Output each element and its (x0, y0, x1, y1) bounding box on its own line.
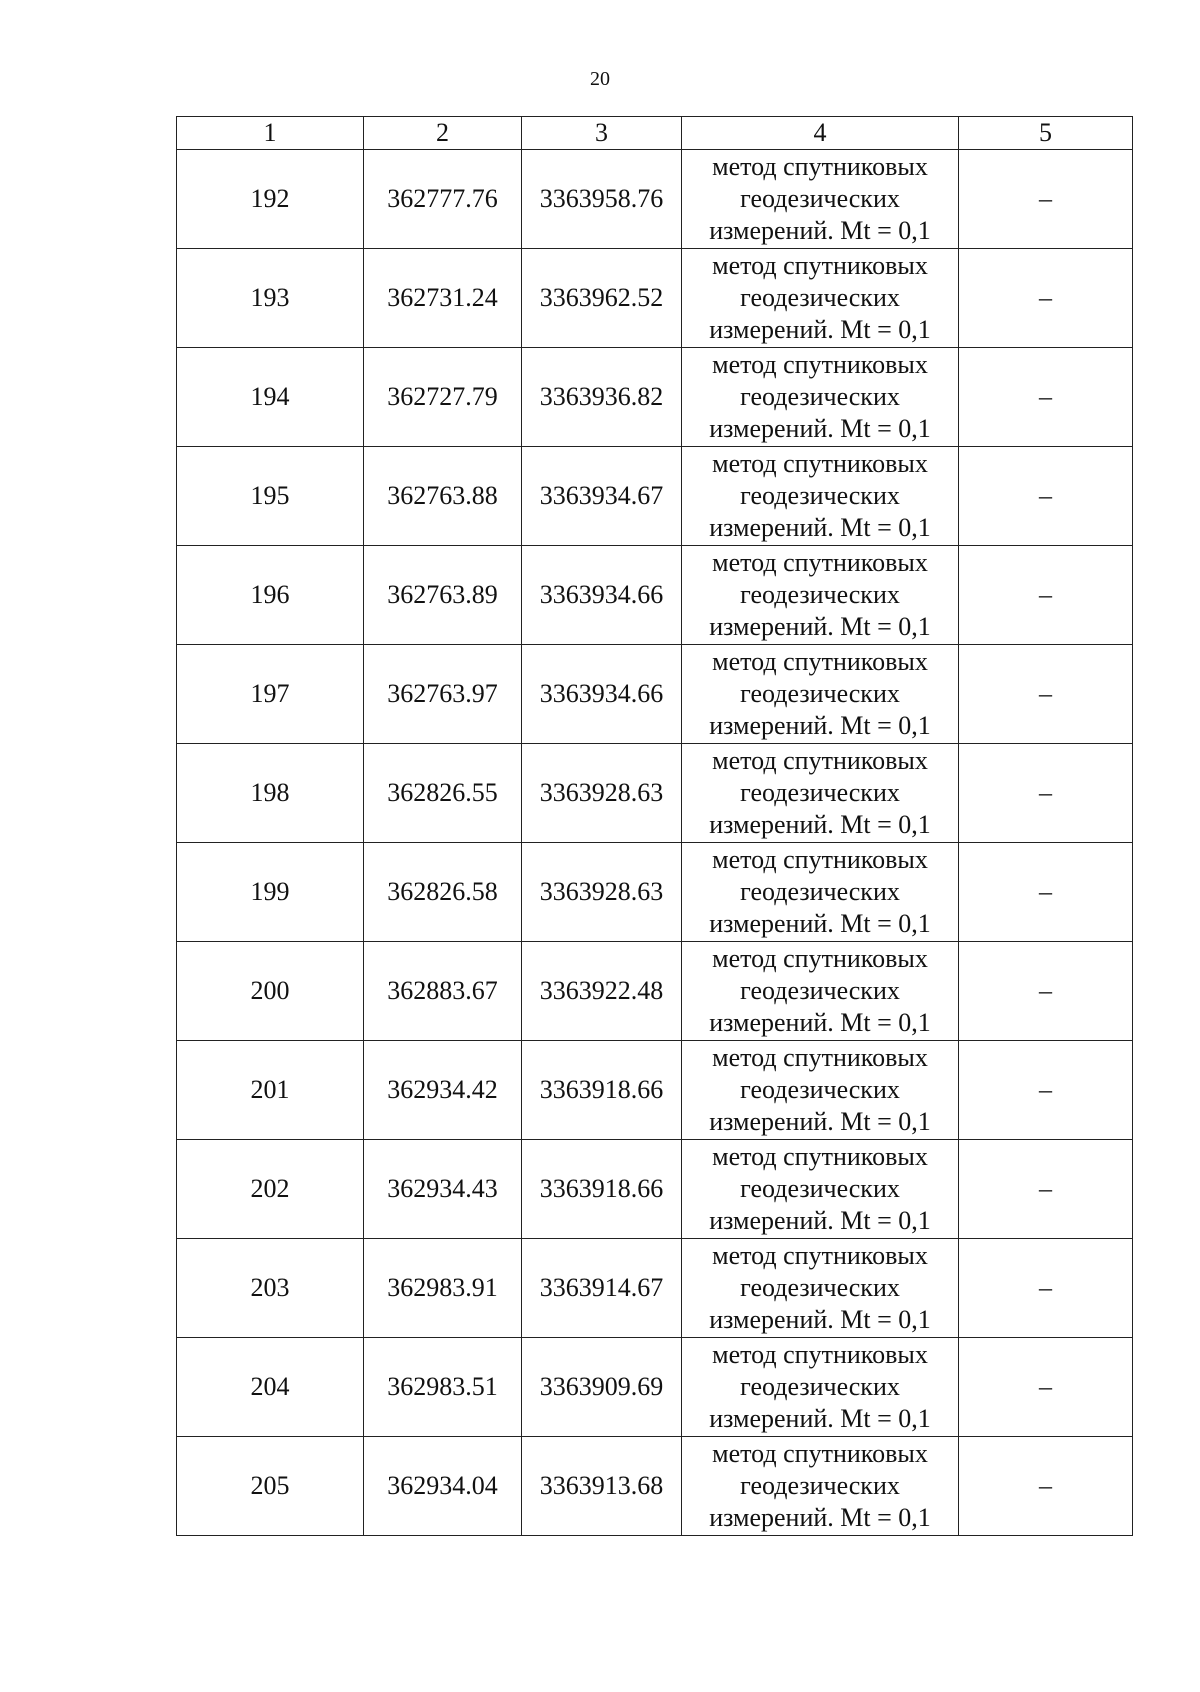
y-coordinate-cell: 3363914.67 (522, 1239, 682, 1338)
method-line: метод спутниковых (712, 1241, 928, 1270)
method-line: геодезических (740, 778, 900, 807)
x-coordinate-cell: 362934.42 (364, 1041, 522, 1140)
x-coordinate-cell: 362763.97 (364, 645, 522, 744)
table-row (177, 447, 1133, 546)
x-coordinate-cell: 362763.89 (364, 546, 522, 645)
note-cell: – (959, 942, 1133, 1041)
table-body (177, 150, 1133, 1536)
method-line: измерений. Mt = 0,1 (709, 513, 931, 542)
table-row (177, 744, 1133, 843)
y-coordinate-cell: 3363928.63 (522, 744, 682, 843)
method-cell (682, 1437, 959, 1536)
x-coordinate-cell: 362777.76 (364, 150, 522, 249)
method-cell (682, 1239, 959, 1338)
table-row (177, 249, 1133, 348)
method-line: измерений. Mt = 0,1 (709, 1305, 931, 1334)
method-line: измерений. Mt = 0,1 (709, 1404, 931, 1433)
method-line: геодезических (740, 976, 900, 1005)
point-number-cell: 201 (177, 1041, 364, 1140)
method-line: геодезических (740, 382, 900, 411)
method-line: измерений. Mt = 0,1 (709, 711, 931, 740)
note-cell: – (959, 1338, 1133, 1437)
point-number-cell: 204 (177, 1338, 364, 1437)
method-cell (682, 150, 959, 249)
x-coordinate-cell: 362934.04 (364, 1437, 522, 1536)
table-header-row (177, 117, 1133, 150)
method-cell (682, 249, 959, 348)
note-cell: – (959, 447, 1133, 546)
y-coordinate-cell: 3363934.66 (522, 645, 682, 744)
table-row (177, 348, 1133, 447)
table-row (177, 150, 1133, 249)
method-line: метод спутниковых (712, 449, 928, 478)
method-cell (682, 348, 959, 447)
method-line: геодезических (740, 1273, 900, 1302)
method-line: геодезических (740, 1174, 900, 1203)
table-row (177, 1338, 1133, 1437)
method-line: геодезических (740, 877, 900, 906)
method-line: метод спутниковых (712, 647, 928, 676)
y-coordinate-cell: 3363962.52 (522, 249, 682, 348)
table-row (177, 1041, 1133, 1140)
point-number-cell: 205 (177, 1437, 364, 1536)
method-line: измерений. Mt = 0,1 (709, 909, 931, 938)
point-number-cell: 203 (177, 1239, 364, 1338)
method-line: метод спутниковых (712, 548, 928, 577)
y-coordinate-cell: 3363913.68 (522, 1437, 682, 1536)
y-coordinate-cell: 3363934.67 (522, 447, 682, 546)
coordinates-table (176, 116, 1133, 1536)
column-header-2: 2 (364, 117, 522, 150)
note-cell: – (959, 645, 1133, 744)
method-cell (682, 843, 959, 942)
note-cell: – (959, 1140, 1133, 1239)
y-coordinate-cell: 3363918.66 (522, 1041, 682, 1140)
note-cell: – (959, 1437, 1133, 1536)
y-coordinate-cell: 3363934.66 (522, 546, 682, 645)
column-header-1: 1 (177, 117, 364, 150)
note-cell: – (959, 744, 1133, 843)
method-cell (682, 1338, 959, 1437)
method-line: геодезических (740, 481, 900, 510)
point-number-cell: 202 (177, 1140, 364, 1239)
note-cell: – (959, 249, 1133, 348)
method-line: геодезических (740, 1075, 900, 1104)
method-line: измерений. Mt = 0,1 (709, 1206, 931, 1235)
x-coordinate-cell: 362727.79 (364, 348, 522, 447)
note-cell: – (959, 150, 1133, 249)
x-coordinate-cell: 362826.55 (364, 744, 522, 843)
x-coordinate-cell: 362983.91 (364, 1239, 522, 1338)
method-line: измерений. Mt = 0,1 (709, 612, 931, 641)
method-line: геодезических (740, 283, 900, 312)
point-number-cell: 193 (177, 249, 364, 348)
y-coordinate-cell: 3363958.76 (522, 150, 682, 249)
x-coordinate-cell: 362763.88 (364, 447, 522, 546)
note-cell: – (959, 1041, 1133, 1140)
method-line: метод спутниковых (712, 350, 928, 379)
note-cell: – (959, 1239, 1133, 1338)
table-row (177, 546, 1133, 645)
x-coordinate-cell: 362983.51 (364, 1338, 522, 1437)
x-coordinate-cell: 362731.24 (364, 249, 522, 348)
method-line: геодезических (740, 1471, 900, 1500)
table-row (177, 645, 1133, 744)
method-line: метод спутниковых (712, 1043, 928, 1072)
y-coordinate-cell: 3363922.48 (522, 942, 682, 1041)
method-line: измерений. Mt = 0,1 (709, 1008, 931, 1037)
note-cell: – (959, 843, 1133, 942)
method-line: метод спутниковых (712, 1142, 928, 1171)
table-row (177, 942, 1133, 1041)
y-coordinate-cell: 3363918.66 (522, 1140, 682, 1239)
point-number-cell: 198 (177, 744, 364, 843)
table-row (177, 843, 1133, 942)
y-coordinate-cell: 3363928.63 (522, 843, 682, 942)
method-line: геодезических (740, 580, 900, 609)
method-line: геодезических (740, 1372, 900, 1401)
method-line: измерений. Mt = 0,1 (709, 315, 931, 344)
method-line: измерений. Mt = 0,1 (709, 216, 931, 245)
method-line: геодезических (740, 679, 900, 708)
method-cell (682, 447, 959, 546)
column-header-4: 4 (682, 117, 959, 150)
method-line: метод спутниковых (712, 1340, 928, 1369)
x-coordinate-cell: 362883.67 (364, 942, 522, 1041)
method-cell (682, 942, 959, 1041)
y-coordinate-cell: 3363909.69 (522, 1338, 682, 1437)
point-number-cell: 200 (177, 942, 364, 1041)
method-line: геодезических (740, 184, 900, 213)
table-row (177, 1437, 1133, 1536)
method-line: метод спутниковых (712, 152, 928, 181)
y-coordinate-cell: 3363936.82 (522, 348, 682, 447)
table-row (177, 1140, 1133, 1239)
point-number-cell: 196 (177, 546, 364, 645)
method-line: измерений. Mt = 0,1 (709, 414, 931, 443)
method-line: измерений. Mt = 0,1 (709, 1107, 931, 1136)
method-cell (682, 546, 959, 645)
method-cell (682, 645, 959, 744)
note-cell: – (959, 546, 1133, 645)
method-line: метод спутниковых (712, 845, 928, 874)
table-row (177, 1239, 1133, 1338)
point-number-cell: 192 (177, 150, 364, 249)
method-line: метод спутниковых (712, 251, 928, 280)
method-line: измерений. Mt = 0,1 (709, 1503, 931, 1532)
page-number: 20 (590, 68, 610, 90)
method-line: измерений. Mt = 0,1 (709, 810, 931, 839)
point-number-cell: 199 (177, 843, 364, 942)
method-cell (682, 1041, 959, 1140)
point-number-cell: 194 (177, 348, 364, 447)
method-line: метод спутниковых (712, 746, 928, 775)
method-cell (682, 1140, 959, 1239)
x-coordinate-cell: 362934.43 (364, 1140, 522, 1239)
point-number-cell: 195 (177, 447, 364, 546)
column-header-3: 3 (522, 117, 682, 150)
note-cell: – (959, 348, 1133, 447)
method-cell (682, 744, 959, 843)
point-number-cell: 197 (177, 645, 364, 744)
x-coordinate-cell: 362826.58 (364, 843, 522, 942)
method-line: метод спутниковых (712, 944, 928, 973)
column-header-5: 5 (959, 117, 1133, 150)
method-line: метод спутниковых (712, 1439, 928, 1468)
